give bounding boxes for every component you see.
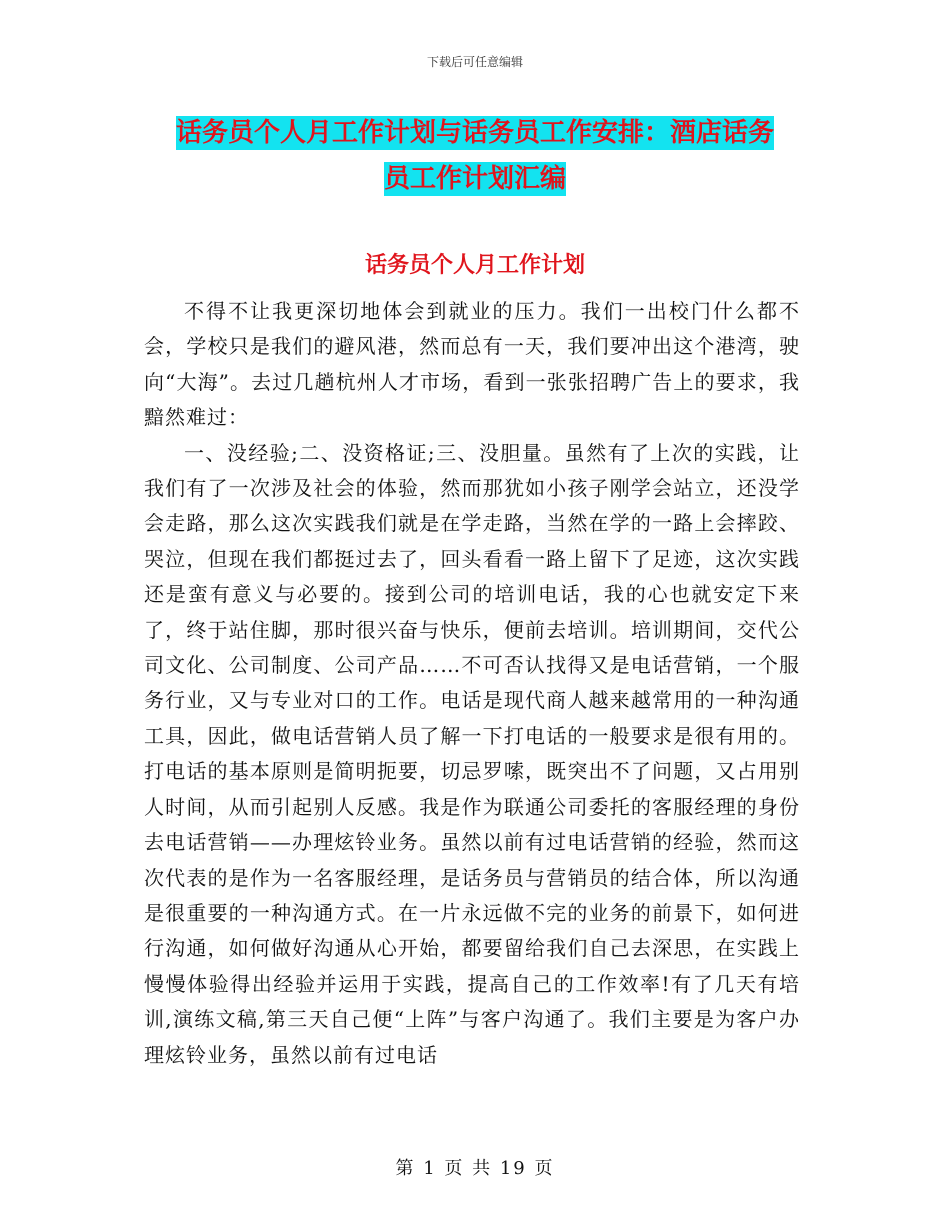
paragraph: 不得不让我更深切地体会到就业的压力。我们一出校门什么都不会，学校只是我们的避风港，然而总有一天，我们要冲出这个港湾，驶向“大海”。去过几趟杭州人才市场，看到一张张招聘广告上的要求，我黯然难过：	[144, 299, 800, 430]
page-header-note: 下载后可任意编辑	[426, 55, 523, 69]
section-heading: 话务员个人月工作计划	[364, 253, 585, 278]
body-text	[144, 294, 800, 1073]
document-title-line-1: 话务员个人月工作计划与话务员工作安排：酒店话务	[175, 118, 774, 148]
paragraph: 一、没经验;二、没资格证;三、没胆量。虽然有了上次的实践，让我们有了一次涉及社会的体验，然而那犹如小孩子刚学会站立，还没学会走路，那么这次实践我们就是在学走路，当然在学的一路上会摔跤、哭泣，但现在我们都挺过去了，回头看看一路上留下了足迹，这次实践还是蛮有意义与必要的。接到公司的培训电话，我的心也就安定下来了，终于站住脚，那时很兴奋与快乐，便前去培训。培训期间，交代公司文化、公司制度、公司产品……不可否认找得又是电话营销，一个服务行业，又与专业对口的工作。电话是现代商人越来越常用的一种沟通工具，因此，做电话营销人员了解一下打电话的一般要求是很有用的。打电话的基本原则是简明扼要，切忌罗嗦，既突出不了问题，又占用别人时间，从而引起别人反感。我是作为联通公司委托的客服经理的身份去电话营销——办理炫铃业务。虽然以前有过电话营销的经验，然而这次代表的是作为一名客服经理，是话务员与营销员的结合体，所以沟通是很重要的一种沟通方式。在一片永远做不完的业务的前景下，如何进行沟通，如何做好沟通从心开始，都要留给我们自己去深思，在实践上慢慢体验得出经验并运用于实践，提高自己的工作效率!有了几天有培训,演练文稿,第三天自己便“上阵”与客户沟通了。我们主要是为客户办理炫铃业务，虽然以前有过电话	[144, 440, 800, 1067]
page-footer: 第 1 页 共 19 页	[395, 1158, 555, 1179]
document-title-line-2: 员工作计划汇编	[383, 164, 566, 194]
document-title	[120, 110, 830, 202]
